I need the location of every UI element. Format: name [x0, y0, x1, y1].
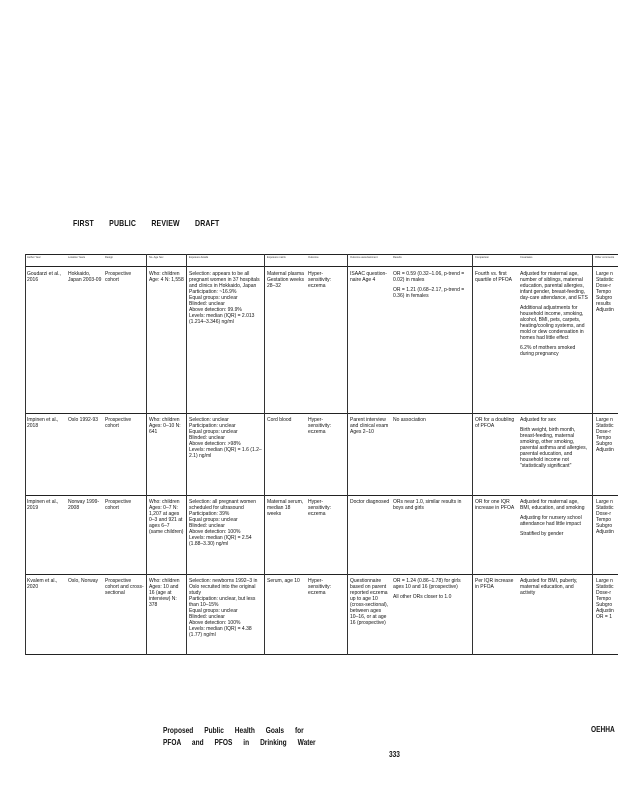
column-header: No. Age Sex: [149, 256, 164, 259]
column-header: Author Year: [27, 256, 41, 259]
draft-label: FIRST PUBLIC REVIEW DRAFT: [73, 218, 220, 228]
cell-results: OR = 0.59 (0.32–1.06, p-trend = 0.02) in males OR = 1.21 (0.68–2.17, p-trend = 0.36) in females: [393, 271, 465, 299]
cell-exposure: Selection: appears to be all pregnant women in 37 hospitals and clinics in Hokkaido, Japan Participation: ~16.9% Equal groups: unclear Blinded: unclear Above detection: 99.9% Levels: median (IQR) = 2.013 (1.214–3.346) ng/ml: [189, 271, 260, 325]
column-rule: [186, 254, 187, 655]
cell-covariates: Adjusted for BMI, puberty, maternal education, and activity: [520, 578, 578, 596]
cell-comments: Large n Statistic Dose-r Tempo Subgro Adjustin: [596, 417, 614, 453]
cell-exposure: Selection: unclear Participation: unclear Equal groups: unclear Blinded: unclear Above detection: >98% Levels: median (IQR) = 1.6 (1.2–2.1) ng/ml: [189, 417, 262, 459]
cell-results: No association: [393, 417, 426, 423]
column-header: Comparison: [475, 256, 489, 259]
cell-design: Prospective cohort: [105, 271, 132, 283]
cell-comments: Large n Statistic Dose-r Tempo Subgro results Adjustin: [596, 271, 614, 313]
column-rule: [347, 254, 348, 655]
row-divider: [25, 413, 618, 414]
cell-results: OR = 1.24 (0.86–1.78) for girls ages 10 and 16 (prospective) All other ORs closer to 1.0: [393, 578, 461, 600]
cell-comments: Large n Statistic Dose-r Tempo Subgro Adjustin OR = 1: [596, 578, 614, 620]
cell-outcome: Hyper-sensitivity: eczema: [308, 499, 332, 517]
column-header: Exposure matrix: [267, 256, 286, 259]
column-rule: [592, 254, 593, 655]
cell-comparison: OR for one IQR increase in PFOA: [475, 499, 515, 511]
cell-location: Hokkaido, Japan 2003-09: [68, 271, 102, 283]
cell-population: Who: children Ages: 0–10 N: 641: [149, 417, 181, 435]
column-header: Location Years: [68, 256, 86, 259]
cell-outcome: Hyper-sensitivity: eczema: [308, 417, 332, 435]
cell-author: Kvalem et al., 2020: [27, 578, 58, 590]
cell-location: Norway 1999-2008: [68, 499, 100, 511]
cell-comparison: OR for a doubling of PFOA: [475, 417, 515, 429]
row-divider: [25, 495, 618, 496]
column-rule: [25, 254, 26, 655]
cell-matrix: Serum, age 10: [267, 578, 300, 584]
cell-comments: Large n Statistic Dose-r Tempo Subgro Adjustin: [596, 499, 614, 535]
cell-outcome: Hyper-sensitivity: eczema: [308, 271, 332, 289]
cell-ascertainment: Questionnaire based on parent reported eczema up to age 10 (cross-sectional), between ages 10–16, or at age 16 (prospective): [350, 578, 389, 626]
table-bottom-rule: [25, 654, 618, 655]
cell-location: Oslo 1992-93: [68, 417, 99, 423]
column-header: Other comments: [595, 256, 615, 259]
cell-ascertainment: Parent interview and clinical exam Ages 2–10: [350, 417, 389, 435]
column-header: Outcome ascertainment: [350, 256, 378, 259]
cell-population: Who: children Ages: 10 and 16 (age at interview) N: 378: [149, 578, 180, 608]
cell-author: Goudarzi et al., 2016: [27, 271, 61, 283]
cell-results: ORs near 1.0, similar results in boys and girls: [393, 499, 462, 511]
cell-matrix: Cord blood: [267, 417, 292, 423]
column-header: Design: [105, 256, 114, 259]
table-header-rule: [25, 266, 618, 267]
cell-design: Prospective cohort: [105, 417, 132, 429]
cell-covariates: Adjusted for maternal age, number of siblings, maternal education, parental allergies, infant gender, breast-feeding, day-care attendance, and ETS Additional adjustments for household income, smoking, alcohol, BMI, pets, carpets, heating/cooling systems, and mold or dew condensation in homes had little effect 6.2% of mothers smoked during pregnancy: [520, 271, 588, 357]
column-rule: [264, 254, 265, 655]
cell-covariates: Adjusted for sex Birth weight, birth month, breast-feeding, maternal smoking, other smoking, parental asthma and allergies, parental education, and household income not "statistically significant": [520, 417, 587, 469]
footer-title-line: Proposed Public Health Goals for: [163, 726, 304, 735]
cell-population: Who: children Ages: 0–7 N: 1,207 at ages 0–3 and 921 at ages 6–7 (same children): [149, 499, 184, 535]
column-header: Results: [393, 256, 402, 259]
column-rule: [472, 254, 473, 655]
page-number: 333: [389, 750, 400, 759]
cell-author: Impinen et al., 2018: [27, 417, 59, 429]
cell-exposure: Selection: newborns 1992–3 in Oslo recruited into the original study Participation: unclear, but less than 10–15% Equal groups: unclear Blinded: unclear Above detection: 100% Levels: median (IQR) = 4.38 (1.77) ng/ml: [189, 578, 258, 638]
cell-covariates: Adjusted for maternal age, BMI, education, and smoking Adjusting for nursery school attendance had little impact Stratified by gender: [520, 499, 585, 537]
cell-exposure: Selection: all pregnant women scheduled for ultrasound Participation: 39% Equal groups: unclear Blinded: unclear Above detection: 100% Levels: median (IQR) = 2.54 (1.88–3.30) ng/ml: [189, 499, 256, 547]
column-header: Covariates: [520, 256, 533, 259]
cell-location: Oslo, Norway: [68, 578, 99, 584]
column-rule: [146, 254, 147, 655]
cell-design: Prospective cohort and cross-sectional: [105, 578, 144, 596]
cell-ascertainment: Doctor diagnosed: [350, 499, 390, 505]
column-header: Outcome: [308, 256, 319, 259]
cell-comparison: Fourth vs. first quartile of PFOA: [475, 271, 512, 283]
row-divider: [25, 574, 618, 575]
footer-title-line: PFOA and PFOS in Drinking Water: [163, 738, 316, 747]
cell-author: Impinen et al., 2019: [27, 499, 59, 511]
table-top-rule: [25, 254, 618, 255]
column-header: Exposure details: [189, 256, 209, 259]
cell-matrix: Maternal plasma Gestation weeks 28–32: [267, 271, 304, 289]
footer-document-title: [163, 725, 316, 749]
cell-matrix: Maternal serum, median 18 weeks: [267, 499, 304, 517]
cell-comparison: Per IQR increase in PFOA: [475, 578, 514, 590]
cell-ascertainment: ISAAC question-naire Age 4: [350, 271, 387, 283]
evidence-table: [25, 254, 618, 655]
cell-outcome: Hyper-sensitivity: eczema: [308, 578, 332, 596]
footer-agency: OEHHA: [591, 725, 615, 734]
cell-population: Who: children Age: 4 N: 1,558: [149, 271, 184, 283]
cell-design: Prospective cohort: [105, 499, 132, 511]
